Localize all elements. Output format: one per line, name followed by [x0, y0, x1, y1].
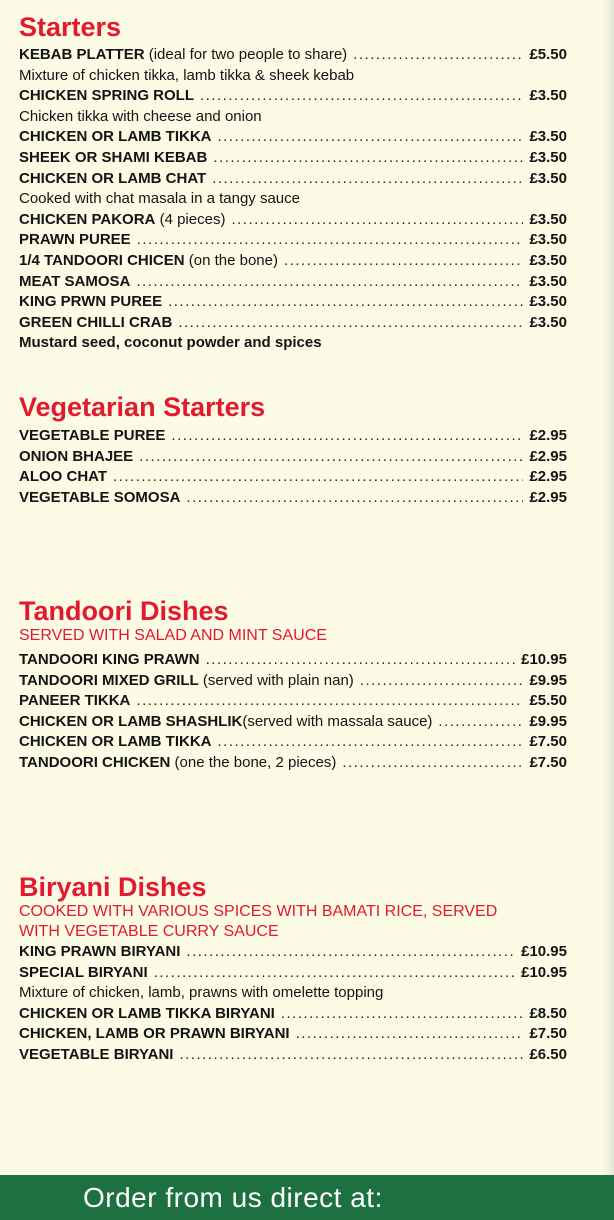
menu-item-description: Mixture of chicken, lamb, prawns with omelette topping [19, 984, 384, 1002]
menu-item-price: £3.50 [529, 272, 567, 290]
menu-item-price: £2.95 [529, 468, 567, 486]
dot-leader [171, 426, 523, 447]
menu-item-price: £2.95 [529, 427, 567, 444]
menu-item [19, 671, 567, 692]
menu-item [19, 426, 567, 447]
menu-item-description: Mustard seed, coconut powder and spices [19, 334, 322, 352]
menu-item-name: SHEEK OR SHAMI KEBAB [19, 148, 208, 166]
menu-item-name: KEBAB PLATTER [19, 46, 145, 63]
order-footer-banner [0, 1175, 614, 1220]
menu-item-price: £3.50 [529, 87, 567, 105]
menu-item-price: £3.50 [529, 210, 567, 228]
menu-item [19, 45, 567, 66]
menu-item-price: £9.95 [529, 671, 567, 689]
menu-item-name: KING PRAWN BIRYANI [19, 943, 181, 960]
menu-item [19, 488, 567, 509]
menu-item [19, 313, 567, 334]
dot-leader [218, 732, 524, 753]
page-edge-shadow [602, 0, 614, 1175]
menu-item [19, 86, 567, 107]
menu-item-name: TANDOORI MIXED GRILL [19, 671, 199, 689]
dot-leader [168, 292, 523, 313]
menu-item-description: Cooked with chat masala in a tangy sauce [19, 190, 300, 208]
menu-item [19, 169, 567, 190]
section-subtitle: COOKED WITH VARIOUS SPICES WITH BAMATI RICE, SERVED [19, 903, 498, 920]
menu-item [19, 467, 567, 488]
menu-item-price: £3.50 [529, 293, 567, 311]
menu-item-description: Mixture of chicken tikka, lamb tikka & sheek kebab [19, 66, 355, 84]
menu-item-price: £10.95 [521, 963, 567, 981]
menu-item-name: ALOO CHAT [19, 468, 108, 486]
menu-item-note: (4 pieces) [155, 210, 226, 228]
dot-leader [218, 127, 524, 148]
section-subtitle: WITH VEGETABLE CURRY SAUCE [19, 923, 279, 940]
dot-leader [360, 671, 524, 692]
dot-leader [231, 210, 523, 231]
dot-leader [200, 86, 523, 107]
menu-item-price: £3.50 [529, 313, 567, 331]
menu-item-name: PRAWN PUREE [19, 231, 131, 249]
menu-list [19, 426, 567, 508]
starters-section [19, 12, 567, 354]
section-heading: Tandoori Dishes [19, 596, 229, 626]
dot-leader [281, 1004, 524, 1025]
menu-item [19, 447, 567, 468]
menu-item [19, 732, 567, 753]
menu-item-price: £7.50 [529, 753, 567, 771]
dot-leader [136, 691, 523, 712]
menu-item [19, 127, 567, 148]
menu-item-price: £6.50 [529, 1045, 567, 1063]
menu-item-name: VEGETABLE SOMOSA [19, 488, 181, 506]
menu-item-name: CHICKEN SPRING ROLL [19, 87, 195, 105]
dot-leader [296, 1024, 524, 1045]
menu-item-name: TANDOORI KING PRAWN [19, 651, 200, 668]
menu-item-name: GREEN CHILLI CRAB [19, 313, 173, 331]
menu-item-price: £5.50 [529, 692, 567, 710]
section-heading: Biryani Dishes [19, 872, 207, 902]
menu-item-name: ONION BHAJEE [19, 447, 134, 465]
menu-item-name: VEGETABLE BIRYANI [19, 1045, 174, 1063]
menu-item-name: MEAT SAMOSA [19, 272, 131, 290]
menu-item-note: (served with plain nan) [198, 671, 354, 689]
menu-item-note: (one the bone, 2 pieces) [170, 753, 337, 771]
menu-item-price: £3.50 [529, 148, 567, 166]
section-heading: Vegetarian Starters [19, 392, 266, 422]
menu-item-price: £10.95 [521, 651, 567, 668]
menu-item-price: £7.50 [529, 733, 567, 751]
menu-item-price: £5.50 [529, 46, 567, 63]
dot-leader [136, 272, 523, 293]
menu-item-price: £9.95 [529, 712, 567, 730]
dot-leader [212, 169, 523, 190]
menu-item-name: CHICKEN OR LAMB SHASHLIK [19, 712, 243, 730]
menu-item-price: £7.50 [529, 1025, 567, 1043]
dot-leader [353, 45, 523, 66]
menu-item [19, 148, 567, 169]
menu-item [19, 272, 567, 293]
menu-item-name: CHICKEN OR LAMB TIKKA [19, 128, 212, 146]
dot-leader [154, 963, 515, 984]
dot-leader [139, 447, 523, 468]
menu-item-note: (served with massala sauce) [242, 712, 433, 730]
dot-leader [438, 712, 523, 733]
menu-item [19, 712, 567, 733]
section-heading: Starters [19, 12, 122, 42]
menu-item [19, 230, 567, 251]
menu-item-name: KING PRWN PUREE [19, 293, 163, 311]
biryani-section [19, 872, 567, 1066]
dot-leader [113, 467, 523, 488]
menu-item-name: CHICKEN OR LAMB TIKKA BIRYANI [19, 1004, 275, 1022]
dot-leader [342, 753, 523, 774]
menu-item-name: 1/4 TANDOORI CHICEN [19, 251, 185, 269]
menu-item [19, 251, 567, 272]
menu-item-price: £3.50 [529, 231, 567, 249]
tandoori-section [19, 596, 567, 774]
menu-item [19, 691, 567, 712]
menu-list [19, 650, 567, 774]
menu-item [19, 963, 567, 984]
section-subtitle: SERVED WITH SALAD AND MINT SAUCE [19, 627, 327, 644]
menu-item [19, 650, 567, 671]
menu-item-note: (on the bone) [184, 251, 278, 269]
menu-item-price: £2.95 [529, 488, 567, 506]
menu-item [19, 1045, 567, 1066]
menu-item-name: CHICKEN, LAMB OR PRAWN BIRYANI [19, 1025, 290, 1043]
dot-leader [206, 650, 516, 671]
menu-item-name: VEGETABLE PUREE [19, 427, 166, 444]
menu-item-price: £3.50 [529, 169, 567, 187]
menu-item-name: CHICKEN OR LAMB TIKKA [19, 733, 212, 751]
menu-item [19, 753, 567, 774]
menu-item-note: (ideal for two people to share) [144, 46, 348, 63]
menu-item-price: £2.95 [529, 447, 567, 465]
menu-item [19, 1004, 567, 1025]
menu-item-price: £8.50 [529, 1004, 567, 1022]
dot-leader [213, 148, 523, 169]
menu-item-name: CHICKEN PAKORA [19, 210, 156, 228]
footer-text: Order from us direct at: [83, 1182, 383, 1213]
menu-item-name: TANDOORI CHICKEN [19, 753, 171, 771]
menu-item [19, 942, 567, 963]
menu-item [19, 210, 567, 231]
dot-leader [179, 1045, 523, 1066]
menu-list [19, 942, 567, 1066]
menu-item [19, 1024, 567, 1045]
menu-item-price: £3.50 [529, 128, 567, 146]
dot-leader [178, 313, 523, 334]
menu-item-description: Chicken tikka with cheese and onion [19, 107, 262, 125]
menu-item-price: £3.50 [529, 251, 567, 269]
dot-leader [284, 251, 523, 272]
menu-item-price: £10.95 [521, 943, 567, 960]
menu-item-name: PANEER TIKKA [19, 692, 131, 710]
vegetarian-starters-section [19, 392, 567, 508]
menu-item-name: SPECIAL BIRYANI [19, 963, 148, 981]
menu-item-name: CHICKEN OR LAMB CHAT [19, 169, 207, 187]
menu-list [19, 45, 567, 354]
dot-leader [186, 488, 523, 509]
menu-item [19, 292, 567, 313]
dot-leader [186, 942, 515, 963]
dot-leader [137, 230, 524, 251]
